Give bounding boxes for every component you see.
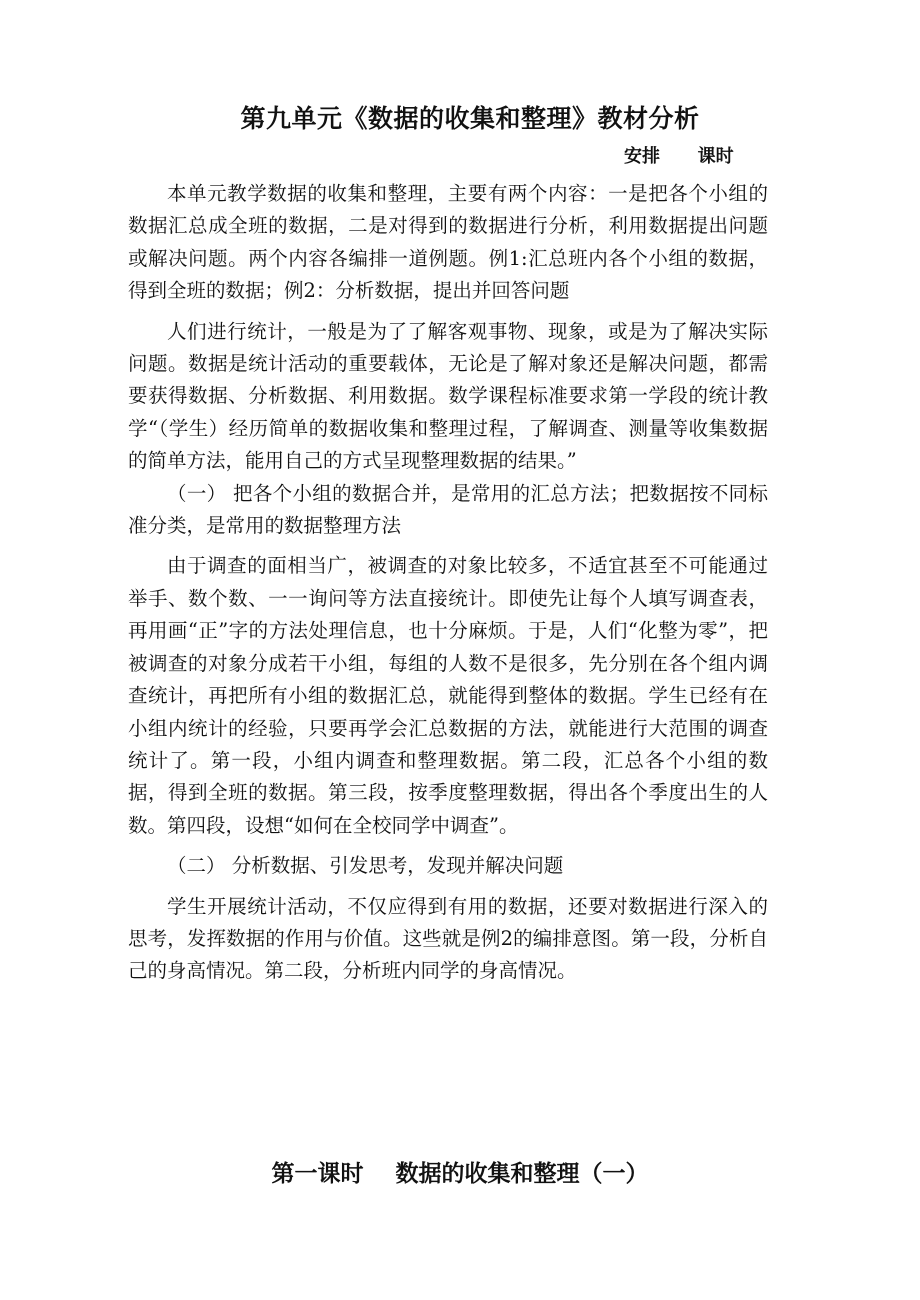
section-heading-one: （一） 把各个小组的数据合并，是常用的汇总方法；把数据按不同标准分类，是常用的数据整理方法 (128, 481, 768, 538)
document-body (128, 178, 768, 988)
section-heading-two: （二） 分析数据、引发思考，发现并解决问题 (167, 854, 564, 878)
lesson-heading: 第一课时 数据的收集和整理（一） (271, 1161, 649, 1187)
document-title: 第九单元《数据的收集和整理》教材分析 (240, 104, 700, 133)
paragraph-statistics-purpose: 人们进行统计，一般是为了了解客观事物、现象，或是为了解决实际问题。数据是统计活动的重要载体，无论是了解对象还是解决问题，都需要获得数据、分析数据、利用数据。数学课程标准要求第一学段的统计教学“（学生）经历简单的数据收集和整理过程，了解调查、测量等收集数据的简单方法，能用自己的方式呈现整理数据的结果。” (128, 319, 768, 473)
paragraph-intro: 本单元教学数据的收集和整理，主要有两个内容：一是把各个小组的数据汇总成全班的数据，二是对得到的数据进行分析，利用数据提出问题或解决问题。两个内容各编排一道例题。例1:汇总班内各个小组的数据，得到全班的数据；例2：分析数据，提出并回答问题 (128, 182, 768, 303)
lesson-arrangement-line: 安排 课时 (624, 146, 734, 167)
paragraph-survey-method: 由于调查的面相当广，被调查的对象比较多，不适宜甚至不可能通过举手、数个数、一一询问等方法直接统计。即使先让每个人填写调查表，再用画“正”字的方法处理信息，也十分麻烦。于是，人们“化整为零”，把被调查的对象分成若干小组，每组的人数不是很多，先分别在各个组内调查统计，再把所有小组的数据汇总，就能得到整体的数据。学生已经有在小组内统计的经验，只要再学会汇总数据的方法，就能进行大范围的调查统计了。第一段，小组内调查和整理数据。第二段，汇总各个小组的数据，得到全班的数据。第三段，按季度整理数据，得出各个季度出生的人数。第四段，设想“如何在全校同学中调查”。 (128, 554, 768, 837)
paragraph-data-analysis: 学生开展统计活动，不仅应得到有用的数据，还要对数据进行深入的思考，发挥数据的作用与价值。这些就是例2的编排意图。第一段，分析自己的身高情况。第二段，分析班内同学的身高情况。 (128, 894, 768, 983)
